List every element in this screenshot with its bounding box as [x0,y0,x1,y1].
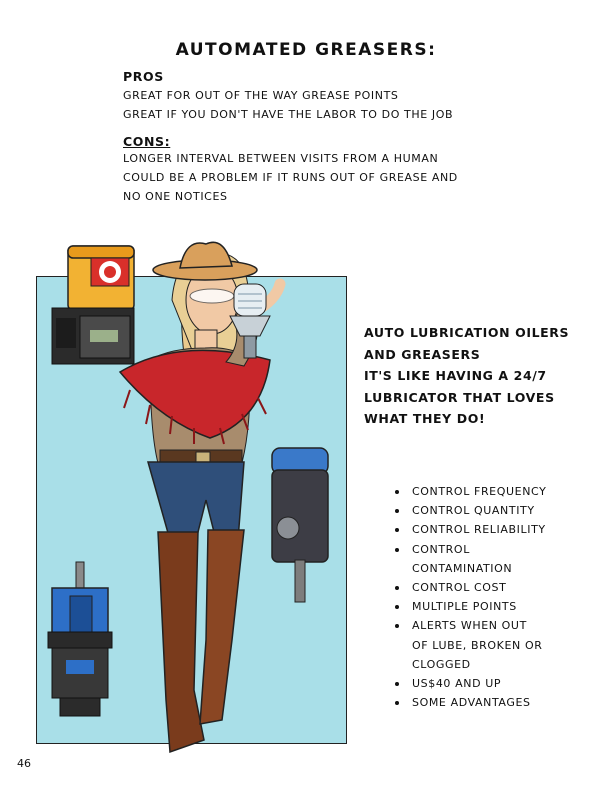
multi-point-lubricator-icon [48,562,112,716]
list-item-line: US$40 AND UP [412,677,502,691]
list-item-line: CONTROL QUANTITY [412,504,535,518]
list-item-line: OF LUBE, BROKEN OR [412,638,543,652]
list-item-line: MULTIPLE POINTS [412,600,517,614]
list-item-line: SOME ADVANTAGES [412,696,531,710]
list-item [393,520,583,539]
list-item [393,578,583,597]
list-item-line: CLOGGED [412,657,471,671]
cons-line: LONGER INTERVAL BETWEEN VISITS FROM A HUMAN [123,152,439,165]
page-number: 46 [17,757,31,770]
callout-line: IT'S LIKE HAVING A 24/7 [364,368,547,383]
grease-reservoir-icon [52,246,134,364]
callout-line: AND GREASERS [364,346,481,362]
list-item [393,616,583,674]
cons-line: COULD BE A PROBLEM IF IT RUNS OUT OF GREASE AND [123,171,458,184]
cons-line: NO ONE NOTICES [123,190,228,203]
list-item [393,674,583,693]
advantages-list [393,482,583,712]
motorized-lubricator-icon [272,448,328,602]
list-item-line: ALERTS WHEN OUT [412,619,527,633]
callout-line: LUBRICATOR THAT LOVES [364,389,555,405]
pros-heading: PROS [123,69,164,84]
list-item-line: CONTAMINATION [412,561,513,575]
list-item-line: CONTROL [412,542,470,556]
list-item [393,693,583,712]
list-item [393,540,583,578]
pros-line: GREAT IF YOU DON'T HAVE THE LABOR TO DO THE JOB [123,108,454,121]
callout-line: WHAT THEY DO! [364,411,486,426]
callout-line: AUTO LUBRICATION OILERS [364,325,570,340]
list-item-line: CONTROL COST [412,581,507,595]
list-item-line: CONTROL RELIABILITY [412,523,546,537]
page-title: AUTOMATED GREASERS: [175,40,437,60]
cons-heading: CONS: [123,134,171,149]
pros-line: GREAT FOR OUT OF THE WAY GREASE POINTS [123,89,399,102]
list-item-line: CONTROL FREQUENCY [412,485,547,498]
list-item [393,597,583,616]
list-item [393,501,583,520]
list-item [393,482,583,501]
callout-text [364,322,579,430]
